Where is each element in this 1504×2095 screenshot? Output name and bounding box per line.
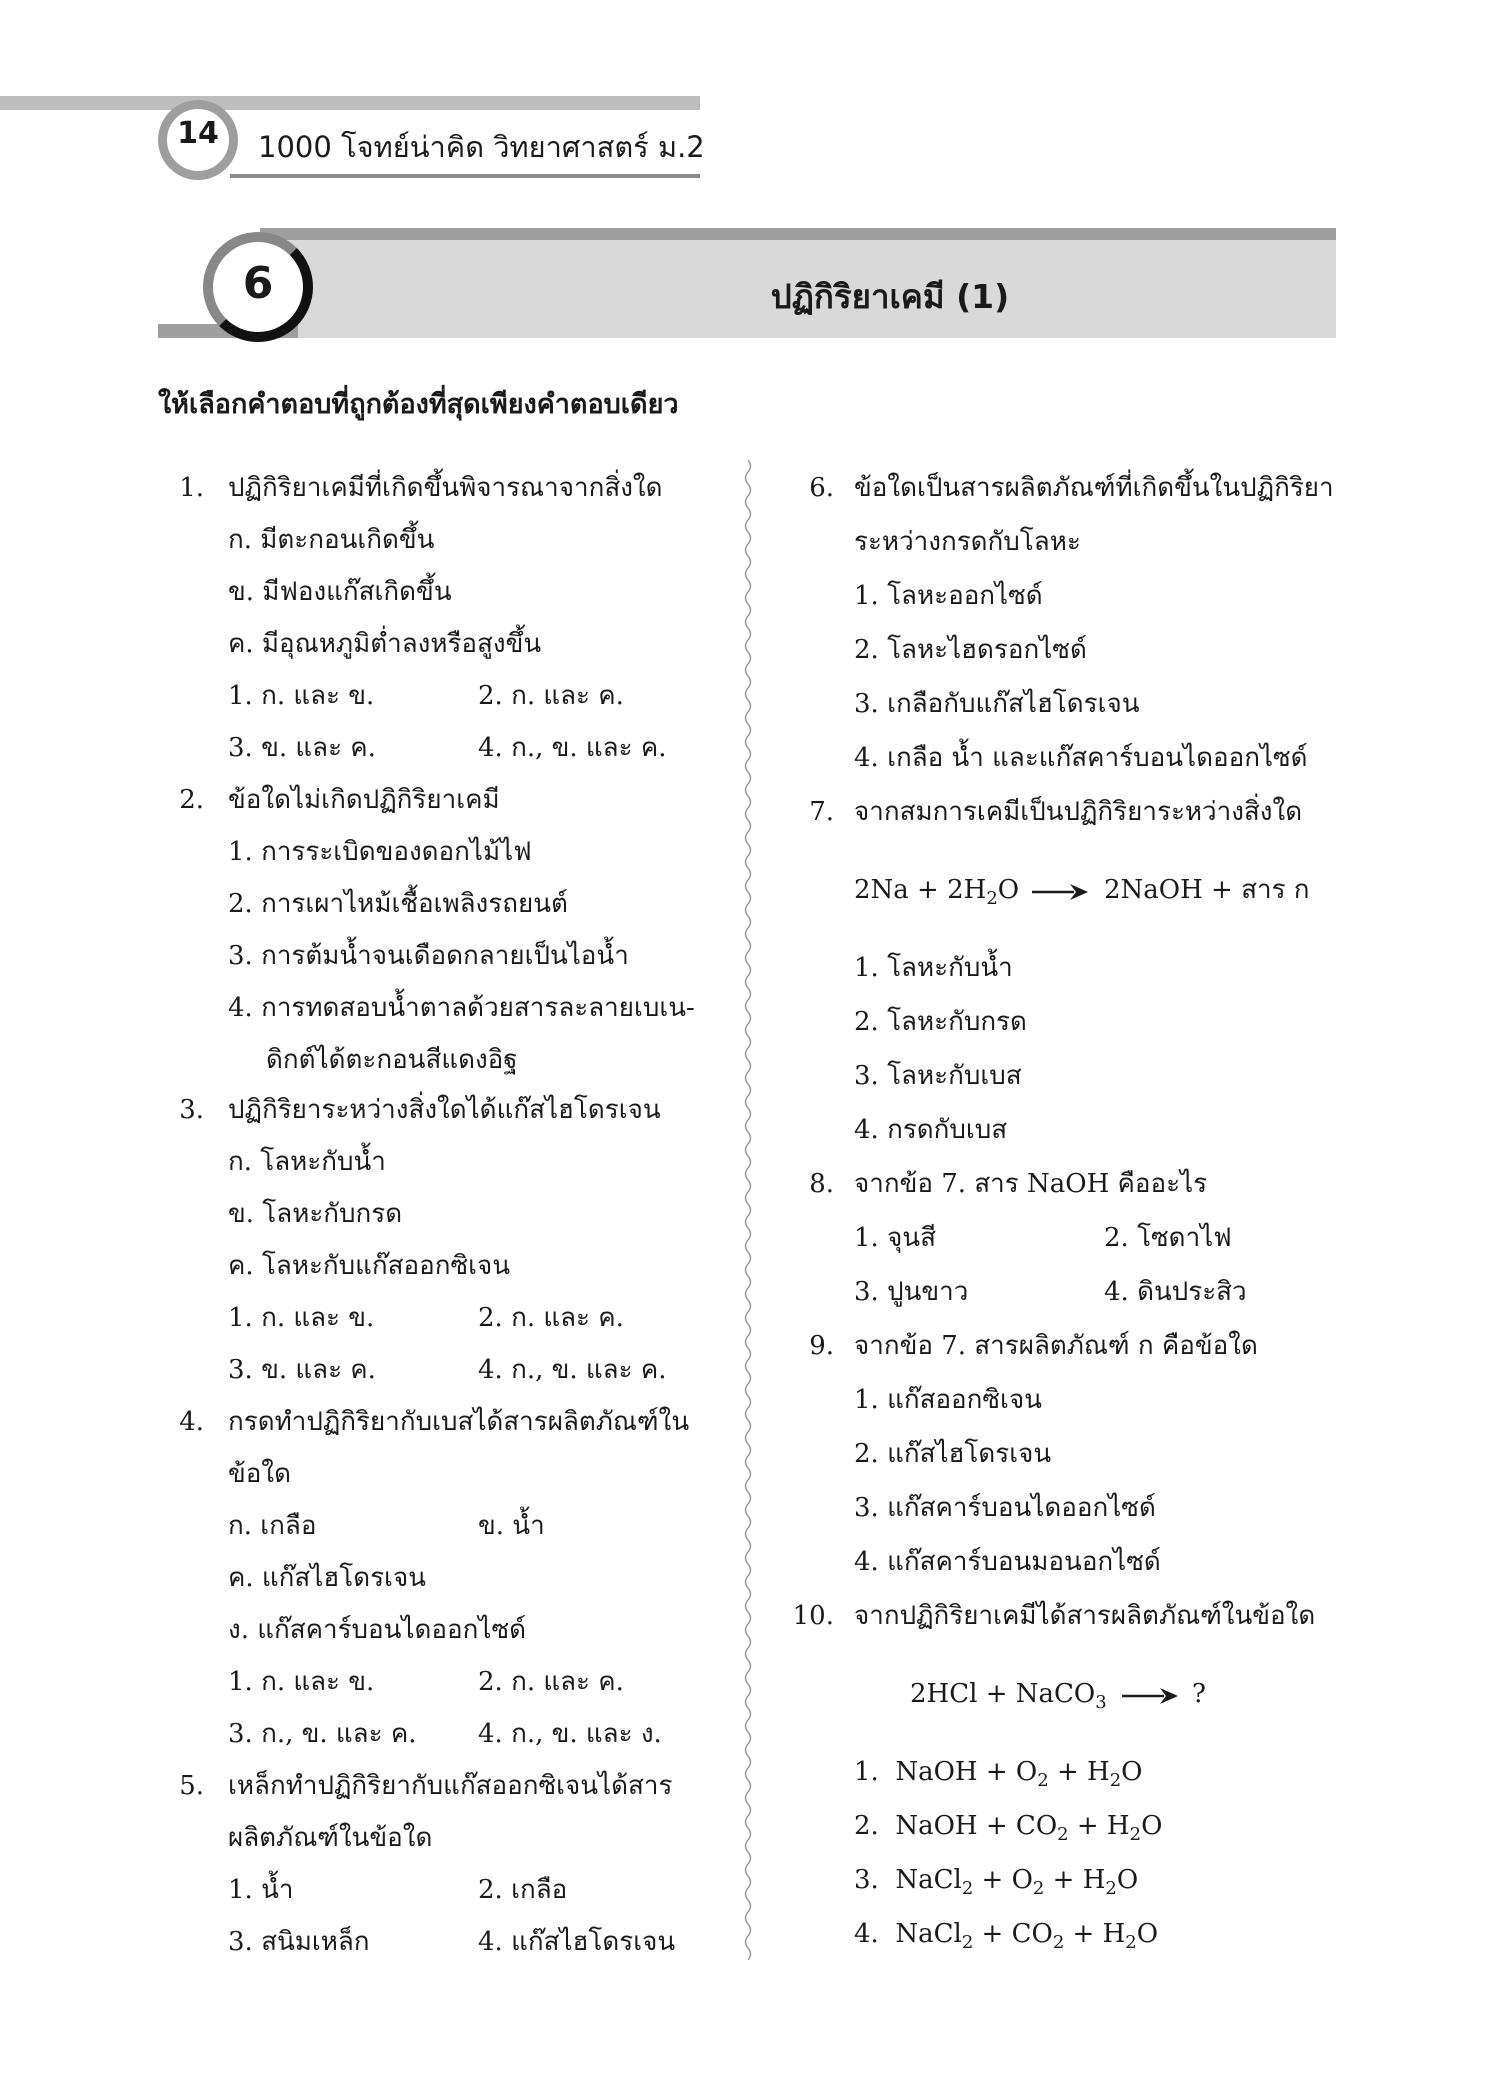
q4-option-2: 2. ก. และ ค. [478, 1667, 624, 1697]
q8-option-1: 1. จุนสี [854, 1223, 936, 1253]
q9-option-2: 2. แก๊สไฮโดรเจน [854, 1439, 1052, 1469]
q3-text: ปฏิกิริยาระหว่างสิ่งใดได้แก๊สไฮโดรเจน [228, 1095, 661, 1125]
q8-option-4: 4. ดินประสิว [1104, 1277, 1247, 1307]
q3-option-2: 2. ก. และ ค. [478, 1303, 624, 1333]
q1-option-2: 2. ก. และ ค. [478, 681, 624, 711]
book-title: 1000 โจทย์น่าคิด วิทยาศาสตร์ ม.2 [258, 130, 705, 164]
instruction: ให้เลือกคำตอบที่ถูกต้องที่สุดเพียงคำตอบเดียว [158, 389, 679, 420]
chapter-band-top [260, 228, 1336, 240]
q8-option-2: 2. โซดาไฟ [1104, 1223, 1232, 1253]
q4-choice-d: ง. แก๊สคาร์บอนไดออกไซด์ [228, 1615, 526, 1645]
chapter-title: ปฏิกิริยาเคมี (1) [770, 277, 1010, 316]
q6-option-3: 3. เกลือกับแก๊สไฮโดรเจน [854, 689, 1140, 719]
q5-text: เหล็กทำปฏิกิริยากับแก๊สออกซิเจนได้สาร [228, 1771, 673, 1801]
q5-option-4: 4. แก๊สไฮโดรเจน [478, 1927, 676, 1957]
q3-option-1: 1. ก. และ ข. [228, 1303, 375, 1333]
q2-option-4-cont: ดิกต์ได้ตะกอนสีแดงอิฐ [266, 1045, 518, 1075]
q10-reaction-arrow [1120, 1684, 1180, 1708]
q2-option-2: 2. การเผาไหม้เชื้อเพลิงรถยนต์ [228, 889, 568, 919]
q5-option-3: 3. สนิมเหล็ก [228, 1927, 370, 1957]
q3-choice-b: ข. โลหะกับกรด [228, 1199, 403, 1229]
q4-text: กรดทำปฏิกิริยากับเบสได้สารผลิตภัณฑ์ใน [228, 1407, 690, 1437]
q4-option-1: 1. ก. และ ข. [228, 1667, 375, 1697]
q10-option-4: 4. NaCl$_2$ + $CO_2 + H_2O$ [854, 1919, 1159, 1953]
q10-equation-rhs: ? [1192, 1679, 1206, 1709]
q7-option-1: 1. โลหะกับน้ำ [854, 953, 1013, 983]
q10-number: 10. [792, 1601, 834, 1631]
q7-reaction-arrow [1030, 880, 1090, 904]
q5-option-1: 1. น้ำ [228, 1875, 294, 1905]
q8-number: 8. [809, 1169, 834, 1199]
q5-number: 5. [179, 1771, 204, 1801]
q1-choice-c: ค. มีอุณหภูมิต่ำลงหรือสูงขึ้น [228, 629, 542, 659]
q9-option-3: 3. แก๊สคาร์บอนไดออกไซด์ [854, 1493, 1156, 1523]
q3-option-4: 4. ก., ข. และ ค. [478, 1355, 667, 1385]
q10-equation-lhs: 2HCl + NaCO$_3$ [910, 1679, 1107, 1713]
q1-option-3: 3. ข. และ ค. [228, 733, 376, 763]
chapter-number: 6 [242, 258, 274, 309]
q5-option-2: 2. เกลือ [478, 1875, 568, 1905]
q9-option-1: 1. แก๊สออกซิเจน [854, 1385, 1042, 1415]
q6-text: ข้อใดเป็นสารผลิตภัณฑ์ที่เกิดขึ้นในปฏิกิริยา [854, 473, 1334, 503]
q3-choice-c: ค. โลหะกับแก๊สออกซิเจน [228, 1251, 511, 1281]
q2-number: 2. [179, 785, 204, 815]
q4-text-cont: ข้อใด [228, 1459, 291, 1489]
q7-text: จากสมการเคมีเป็นปฏิกิริยาระหว่างสิ่งใด [854, 797, 1303, 827]
q8-text: จากข้อ 7. สาร NaOH คืออะไร [854, 1169, 1208, 1199]
q4-choice-c: ค. แก๊สไฮโดรเจน [228, 1563, 426, 1593]
q10-option-2: 2. NaOH + $CO_2 + H_2O$ [854, 1811, 1163, 1845]
q9-text: จากข้อ 7. สารผลิตภัณฑ์ ก คือข้อใด [854, 1331, 1258, 1361]
q1-option-1: 1. ก. และ ข. [228, 681, 375, 711]
q4-choice-a: ก. เกลือ [228, 1511, 317, 1541]
q7-equation-rhs: 2NaOH + สาร ก [1104, 875, 1310, 905]
header-underline [230, 174, 700, 178]
q3-number: 3. [179, 1095, 204, 1125]
q1-option-4: 4. ก., ข. และ ค. [478, 733, 667, 763]
q6-number: 6. [809, 473, 834, 503]
q1-number: 1. [179, 473, 204, 503]
q7-equation-lhs: $2Na + 2H_2O$ [854, 875, 1020, 909]
q2-option-1: 1. การระเบิดของดอกไม้ไฟ [228, 837, 532, 867]
q3-option-3: 3. ข. และ ค. [228, 1355, 376, 1385]
q4-choice-b: ข. น้ำ [478, 1511, 545, 1541]
q6-option-2: 2. โลหะไฮดรอกไซด์ [854, 635, 1087, 665]
q1-choice-a: ก. มีตะกอนเกิดขึ้น [228, 525, 435, 555]
q2-option-4: 4. การทดสอบน้ำตาลด้วยสารละลายเบเน- [228, 993, 695, 1023]
q2-option-3: 3. การต้มน้ำจนเดือดกลายเป็นไอน้ำ [228, 941, 629, 971]
q7-option-3: 3. โลหะกับเบส [854, 1061, 1022, 1091]
q5-text-cont: ผลิตภัณฑ์ในข้อใด [228, 1823, 433, 1853]
q10-text: จากปฏิกิริยาเคมีได้สารผลิตภัณฑ์ในข้อใด [854, 1601, 1316, 1631]
page-number: 14 [177, 116, 219, 151]
q6-text-cont: ระหว่างกรดกับโลหะ [854, 527, 1081, 557]
q4-option-4: 4. ก., ข. และ ง. [478, 1719, 662, 1749]
top-rule [0, 96, 700, 110]
q6-option-1: 1. โลหะออกไซด์ [854, 581, 1043, 611]
q3-choice-a: ก. โลหะกับน้ำ [228, 1147, 386, 1177]
q9-option-4: 4. แก๊สคาร์บอนมอนอกไซด์ [854, 1547, 1161, 1577]
q7-option-2: 2. โลหะกับกรด [854, 1007, 1027, 1037]
q10-option-1: 1. NaOH + $O_2 + H_2O$ [854, 1757, 1143, 1791]
q4-option-3: 3. ก., ข. และ ค. [228, 1719, 417, 1749]
q10-option-3: 3. NaCl$_2$ + $O_2 + H_2O$ [854, 1865, 1139, 1899]
q7-option-4: 4. กรดกับเบส [854, 1115, 1008, 1145]
q6-option-4: 4. เกลือ น้ำ และแก๊สคาร์บอนไดออกไซด์ [854, 743, 1308, 773]
q9-number: 9. [809, 1331, 834, 1361]
q4-number: 4. [179, 1407, 204, 1437]
column-divider [742, 460, 754, 1960]
q1-text: ปฏิกิริยาเคมีที่เกิดขึ้นพิจารณาจากสิ่งใด [228, 473, 663, 503]
q8-option-3: 3. ปูนขาว [854, 1277, 969, 1307]
q7-number: 7. [809, 797, 834, 827]
q2-text: ข้อใดไม่เกิดปฏิกิริยาเคมี [228, 785, 500, 815]
q1-choice-b: ข. มีฟองแก๊สเกิดขึ้น [228, 577, 452, 607]
